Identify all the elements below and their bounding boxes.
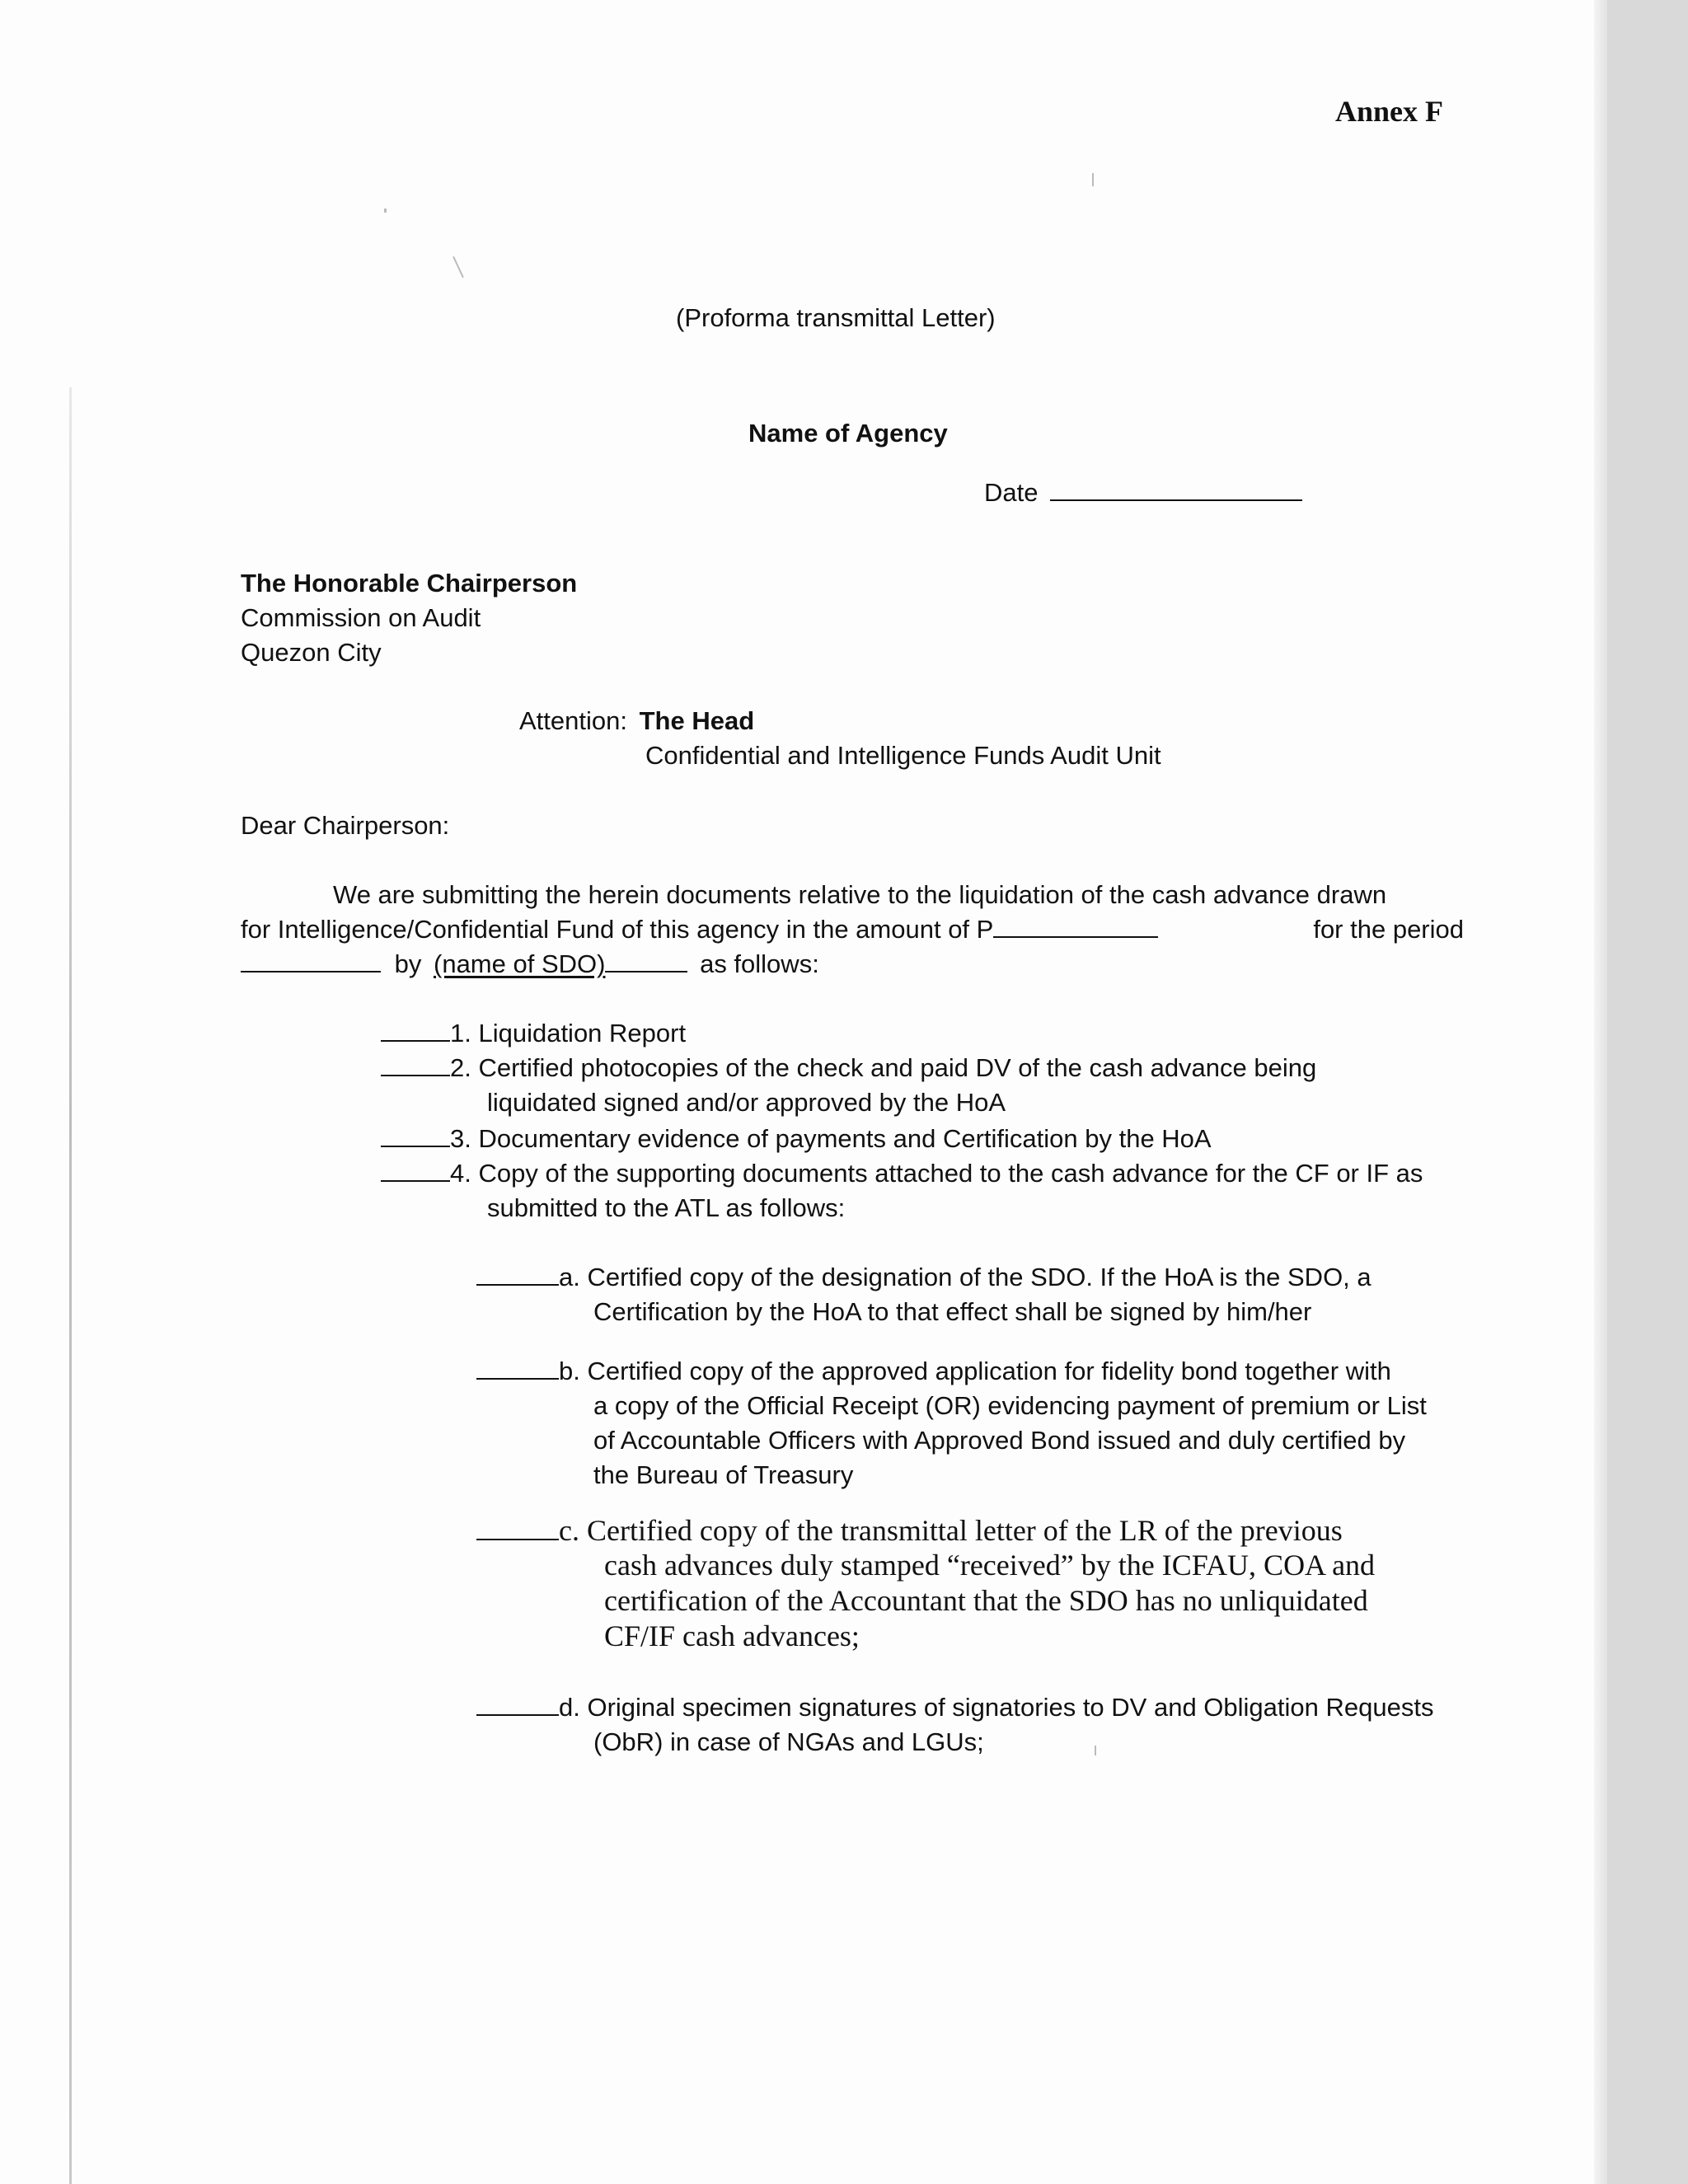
attention-label: Attention:: [519, 706, 627, 735]
checkbox-blank: [381, 1052, 450, 1076]
by-label: by: [394, 949, 422, 978]
addressee-city: Quezon City: [241, 638, 382, 667]
checkbox-blank: [476, 1261, 559, 1286]
subitem-a: [476, 1261, 1372, 1294]
subitem-c-cont-1: cash advances duly stamped “received” by the ICFAU, COA and: [604, 1549, 1376, 1582]
subitem-d: [476, 1691, 1433, 1724]
subitem-d-cont: (ObR) in case of NGAs and LGUs;: [593, 1727, 984, 1756]
agency-name: Name of Agency: [748, 419, 948, 448]
addressee-office: Commission on Audit: [241, 603, 481, 632]
date-blank: [1050, 476, 1302, 501]
checkbox-blank: [476, 1512, 559, 1540]
subitem-b-cont-3: the Bureau of Treasury: [593, 1460, 854, 1489]
as-follows-label: as follows:: [700, 949, 819, 978]
salutation: Dear Chairperson:: [241, 811, 450, 840]
subitem-c-cont-3: CF/IF cash advances;: [604, 1619, 860, 1652]
list-item-text: 2. Certified photocopies of the check and paid DV of the cash advance being: [450, 1053, 1317, 1082]
scan-speck: [1092, 173, 1094, 186]
checkbox-blank: [476, 1691, 559, 1716]
subitem-c-cont-2: certification of the Accountant that the SDO has no unliquidated: [604, 1584, 1368, 1617]
period-label: for the period: [1313, 915, 1464, 944]
subitem-text: c. Certified copy of the transmittal letter of the LR of the previous: [559, 1514, 1343, 1547]
sdo-blank: [605, 948, 687, 972]
checkbox-blank: [381, 1017, 450, 1042]
period-blank: [241, 948, 381, 972]
date-line: [984, 476, 1302, 509]
subitem-text: b. Certified copy of the approved application for fidelity bond together with: [559, 1357, 1391, 1385]
list-item-1: [381, 1017, 686, 1050]
checkbox-blank: [381, 1122, 450, 1147]
subitem-text: a. Certified copy of the designation of the SDO. If the HoA is the SDO, a: [559, 1263, 1372, 1291]
scan-edge-right: [1594, 0, 1607, 2184]
body-line-2: [241, 913, 1464, 946]
list-item-4-cont: submitted to the ATL as follows:: [487, 1193, 846, 1222]
list-item-2-cont: liquidated signed and/or approved by the HoA: [487, 1088, 1006, 1117]
subitem-b-cont-1: a copy of the Official Receipt (OR) evidencing payment of premium or List: [593, 1391, 1427, 1420]
scan-speck: [1095, 1746, 1096, 1755]
subitem-b: [476, 1355, 1391, 1388]
addressee-title: The Honorable Chairperson: [241, 569, 578, 598]
document-subtitle: (Proforma transmittal Letter): [676, 303, 996, 332]
subitem-c: [476, 1512, 1343, 1549]
checkbox-blank: [476, 1355, 559, 1380]
list-item-text: 3. Documentary evidence of payments and Certification by the HoA: [450, 1124, 1212, 1153]
subitem-b-cont-2: of Accountable Officers with Approved Bond issued and duly certified by: [593, 1426, 1406, 1455]
list-item-2: [381, 1052, 1316, 1085]
list-item-text: 4. Copy of the supporting documents attached to the cash advance for the CF or IF as: [450, 1159, 1423, 1188]
checkbox-blank: [381, 1157, 450, 1182]
body-line-3: [241, 948, 819, 981]
sdo-name-label: (name of SDO): [434, 949, 606, 978]
subitem-text: d. Original specimen signatures of signatories to DV and Obligation Requests: [559, 1693, 1434, 1722]
scan-speck: [384, 209, 387, 213]
attention-line: [519, 705, 754, 738]
list-item-3: [381, 1122, 1212, 1155]
amount-blank: [993, 913, 1158, 938]
list-item-4: [381, 1157, 1423, 1190]
body-line-2-text: [241, 913, 1158, 946]
date-label: Date: [984, 478, 1039, 507]
attention-unit: Confidential and Intelligence Funds Audit Unit: [645, 741, 1161, 770]
attention-name: The Head: [639, 706, 755, 735]
scan-speck: [452, 256, 464, 278]
body-line-1: We are submitting the herein documents relative to the liquidation of the cash advance drawn: [333, 880, 1387, 909]
scan-edge-left: [69, 387, 72, 2184]
annex-label: Annex F: [1335, 95, 1444, 128]
subitem-a-cont: Certification by the HoA to that effect shall be signed by him/her: [593, 1297, 1312, 1326]
list-item-text: 1. Liquidation Report: [450, 1019, 687, 1047]
amount-label: for Intelligence/Confidential Fund of this agency in the amount of P: [241, 915, 994, 944]
